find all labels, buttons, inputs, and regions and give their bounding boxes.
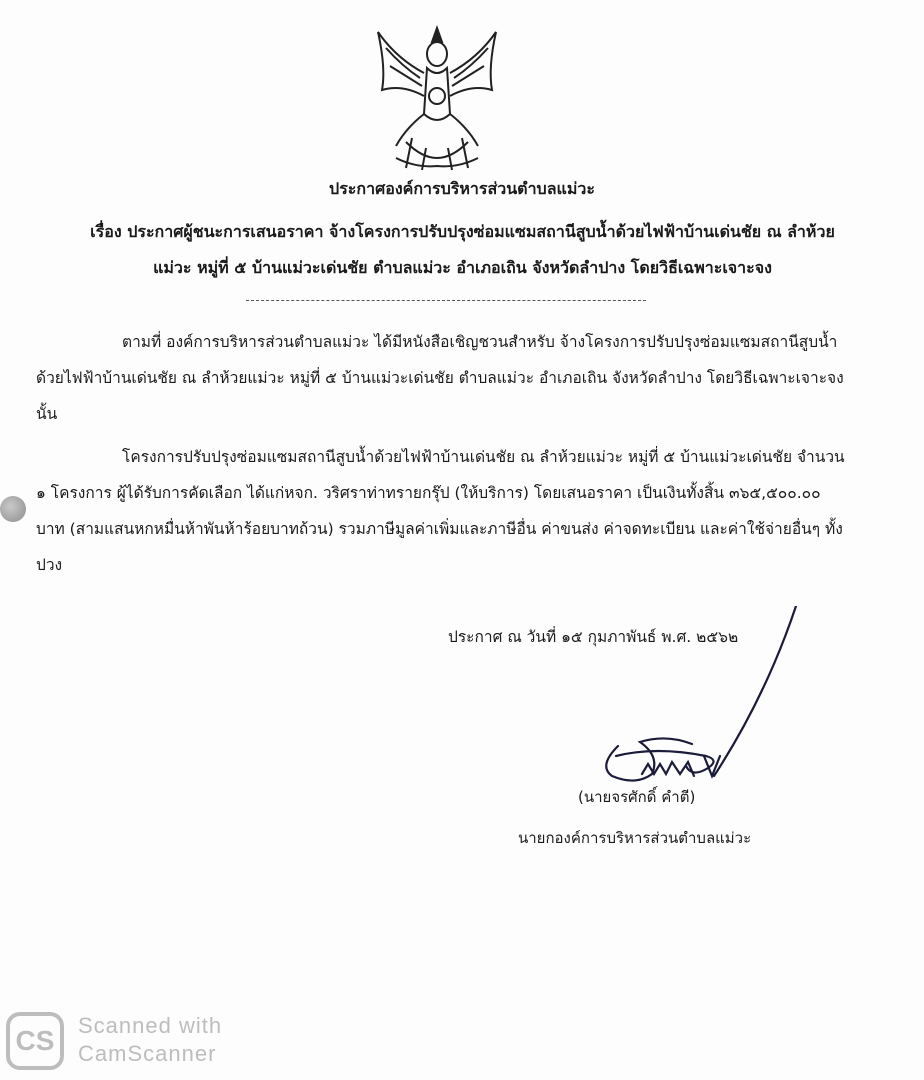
punch-hole-mark bbox=[0, 496, 26, 522]
document-title: ประกาศองค์การบริหารส่วนตำบลแม่วะ bbox=[329, 179, 595, 198]
handwritten-signature bbox=[596, 606, 806, 796]
document-subject bbox=[35, 214, 890, 286]
subject-line-1: เรื่อง ประกาศผู้ชนะการเสนอราคา จ้างโครงการปรับปรุงซ่อมแซมสถานีสูบน้ำด้วยไฟฟ้าบ้านเด่นชัย ณ ลำห้วย bbox=[90, 222, 835, 241]
camscanner-watermark bbox=[78, 1012, 222, 1068]
body-paragraph-2: โครงการปรับปรุงซ่อมแซมสถานีสูบน้ำด้วยไฟฟ้าบ้านเด่นชัย ณ ลำห้วยแม่วะ หมู่ที่ ๕ บ้านแม่วะเด่นชัย จำนวน ๑ โครงการ ผู้ได้รับการคัดเลือก ได้แก่หจก. วริศราท่าทรายกรุ๊ป (ให้บริการ) โดยเสนอราคา เป็นเงินทั้งสิ้น ๓๖๕,๕๐๐.๐๐ บาท (สามแสนหกหมื่นห้าพันห้าร้อยบาทถ้วน) รวมภาษีมูลค่าเพิ่มและภาษีอื่น ค่าขนส่ง ค่าจดทะเบียน และค่าใช้จ่ายอื่นๆ ทั้งปวง bbox=[36, 448, 845, 574]
announcement-date: ประกาศ ณ วันที่ ๑๕ กุมภาพันธ์ พ.ศ. ๒๕๖๒ bbox=[448, 628, 739, 646]
garuda-emblem-icon bbox=[366, 18, 508, 174]
camscanner-logo-text: CS bbox=[15, 1025, 55, 1056]
signer-position: นายกองค์การบริหารส่วนตำบลแม่วะ bbox=[518, 829, 752, 847]
body-paragraph-1: ตามที่ องค์การบริหารส่วนตำบลแม่วะ ได้มีหนังสือเชิญชวนสำหรับ จ้างโครงการปรับปรุงซ่อมแซมสถานีสูบน้ำด้วยไฟฟ้าบ้านเด่นชัย ณ ลำห้วยแม่วะ หมู่ที่ ๕ บ้านแม่วะเด่นชัย ตำบลแม่วะ อำเภอเถิน จังหวัดลำปาง โดยวิธีเฉพาะเจาะจง นั้น bbox=[36, 333, 844, 423]
signer-name: (นายจรศักดิ์ คำตี) bbox=[578, 788, 696, 806]
watermark-line-2: CamScanner bbox=[78, 1041, 217, 1066]
watermark-line-1: Scanned with bbox=[78, 1013, 223, 1038]
subject-line-2: แม่วะ หมู่ที่ ๕ บ้านแม่วะเด่นชัย ตำบลแม่วะ อำเภอเถิน จังหวัดลำปาง โดยวิธีเฉพาะเจาะจง bbox=[153, 258, 772, 277]
camscanner-logo bbox=[6, 1012, 64, 1070]
separator-rule bbox=[246, 300, 646, 301]
